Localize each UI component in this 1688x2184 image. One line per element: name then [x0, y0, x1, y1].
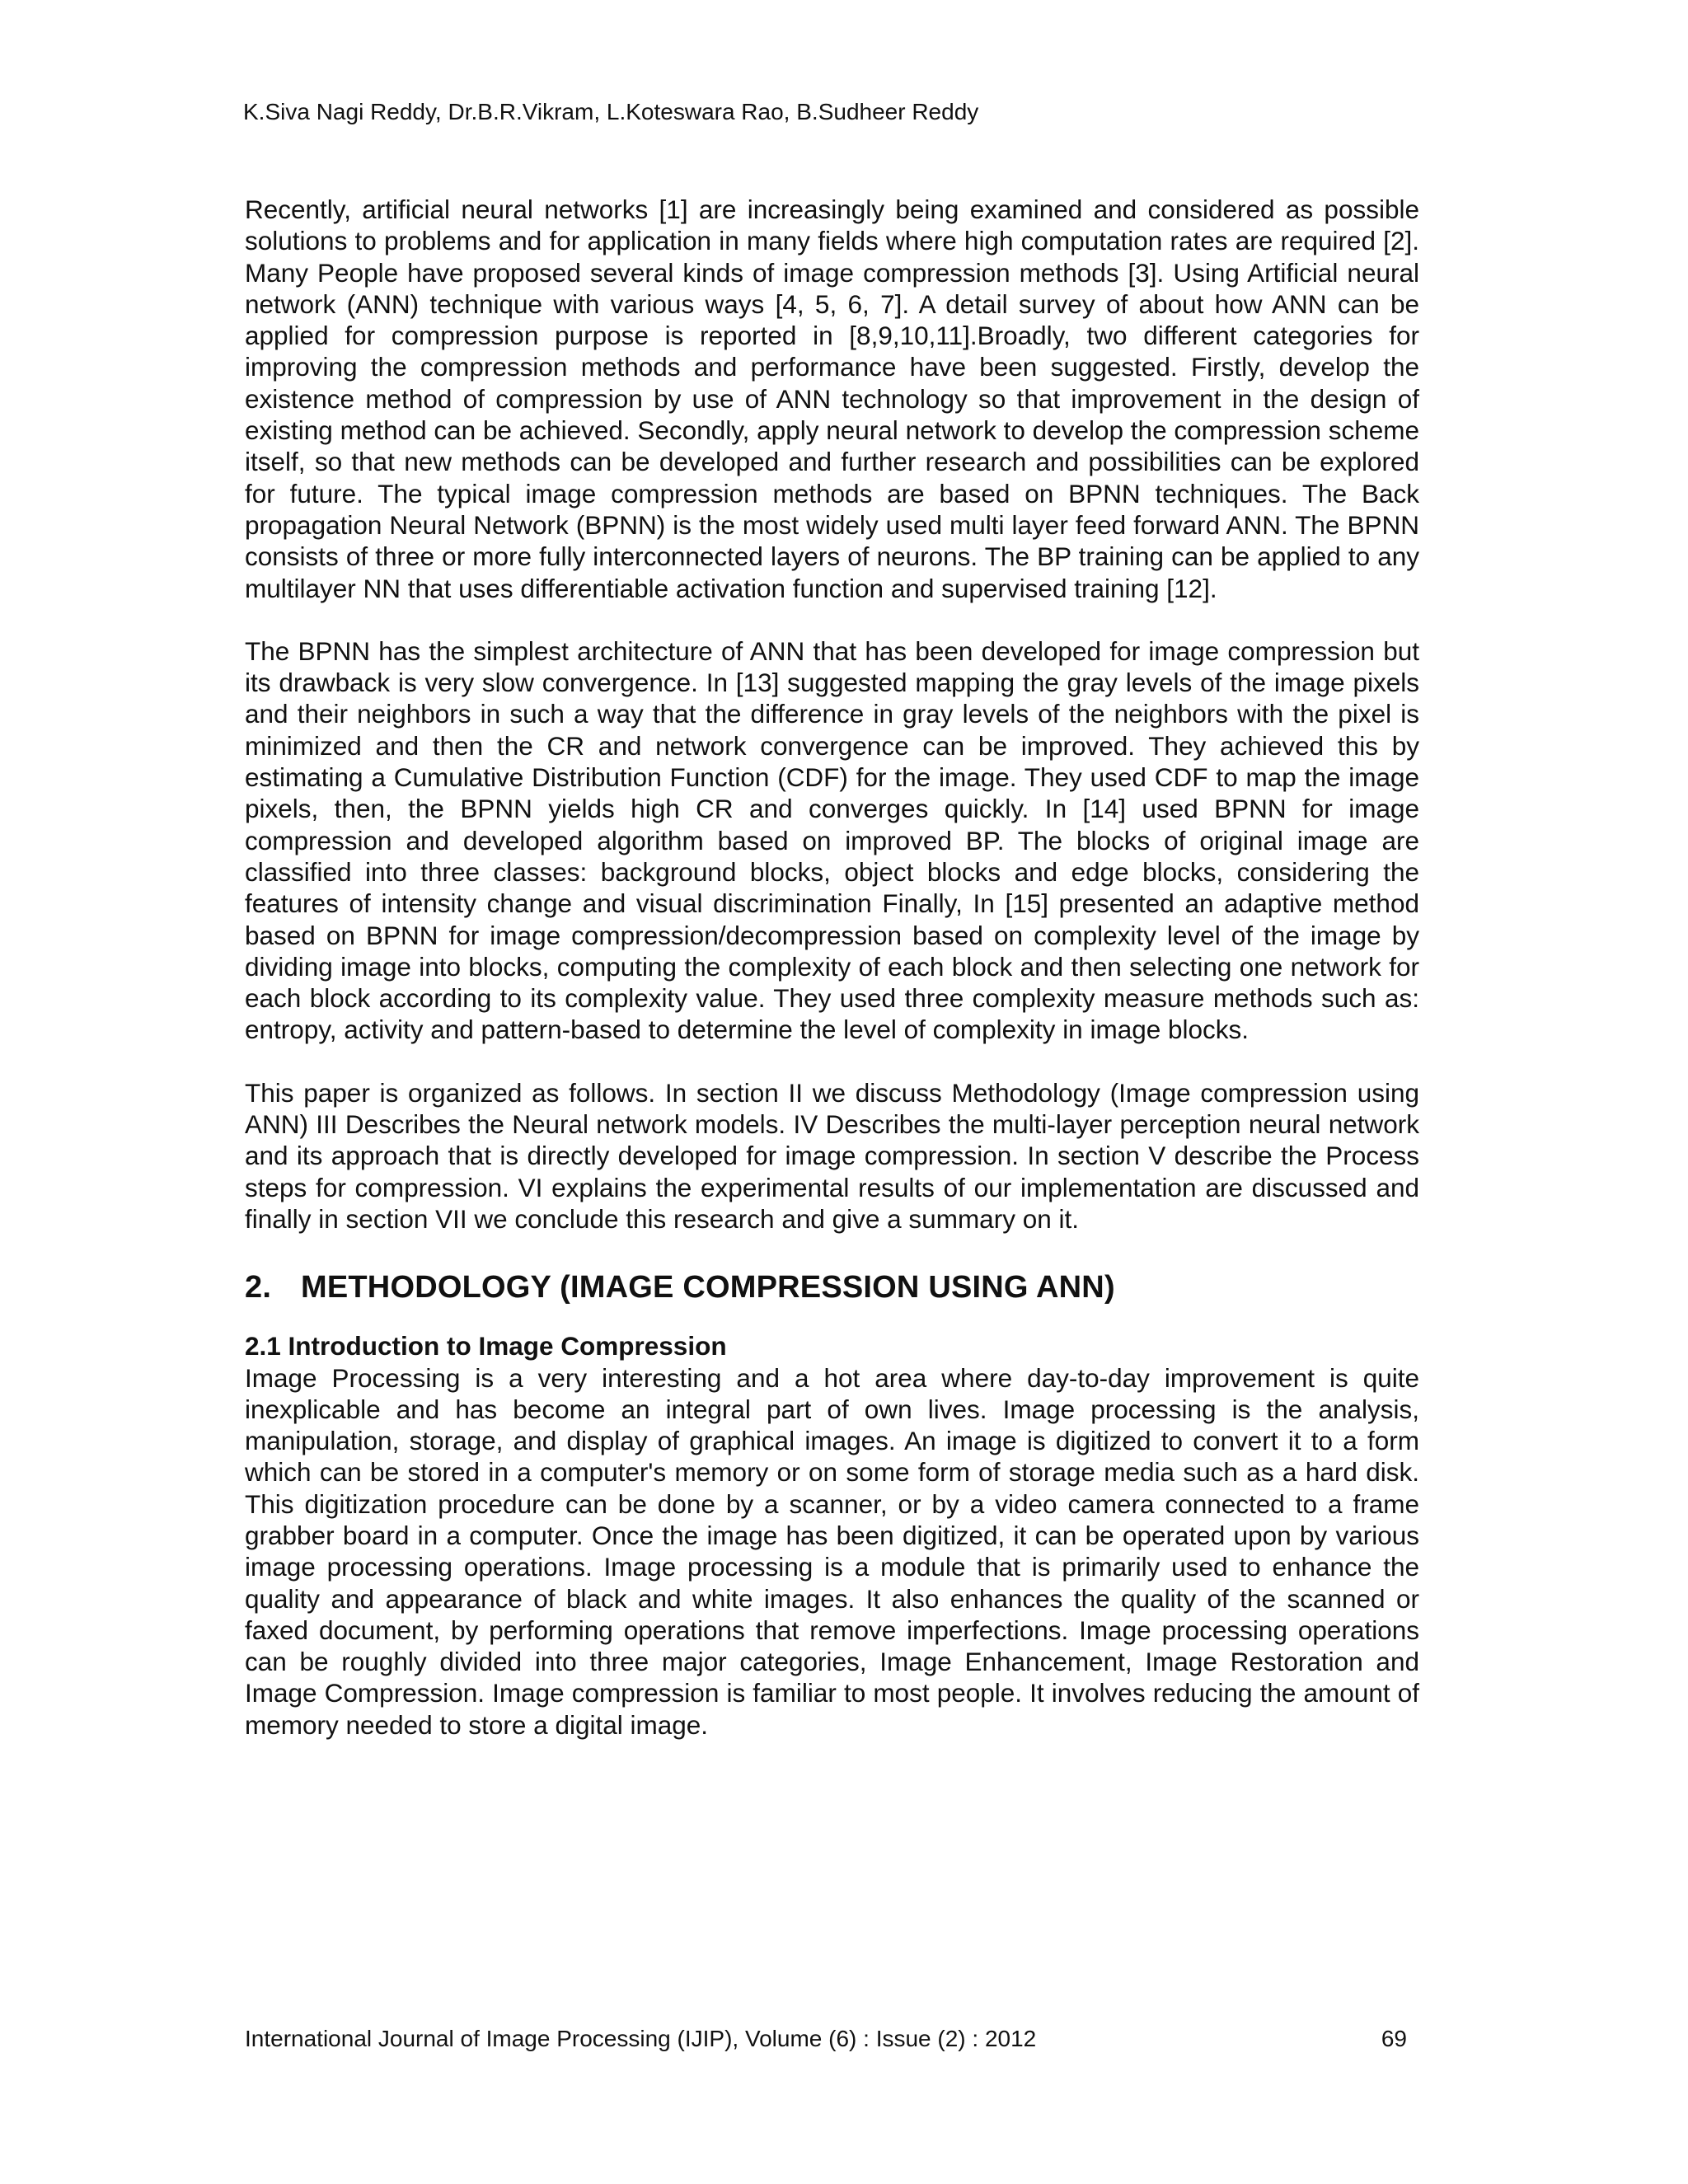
- subsection-paragraph: Image Processing is a very interesting and a hot area where day-to-day improvement is quite inexplicable and has become an integral part of own lives. Image processing is the analysis, manipulation, storage, and display of graphical images. An image is digitized to convert it to a form which can be stored in a computer's memory or on some form of storage media such as a hard disk. This digitization procedure can be done by a scanner, or by a video camera connected to a frame grabber board in a computer. Once the image has been digitized, it can be operated upon by various image processing operations. Image processing is a module that is primarily used to enhance the quality and appearance of black and white images. It also enhances the quality of the scanned or faxed document, by performing operations that remove imperfections. Image processing operations can be roughly divided into three major categories, Image Enhancement, Image Restoration and Image Compression. Image compression is familiar to most people. It involves reducing the amount of memory needed to store a digital image.: [245, 1362, 1419, 1740]
- subsection-heading: 2.1 Introduction to Image Compression: [245, 1331, 727, 1361]
- section-number: 2.: [245, 1270, 272, 1305]
- section-heading: [245, 1266, 1419, 1309]
- section-title: METHODOLOGY (IMAGE COMPRESSION USING ANN): [301, 1270, 1115, 1305]
- page-body: [245, 194, 1419, 1741]
- intro-paragraph-2: The BPNN has the simplest architecture of ANN that has been developed for image compression but its drawback is very slow convergence. In [13] suggested mapping the gray levels of the image pixels and their neighbors in such a way that the difference in gray levels of the neighbors with the pixel is minimized and then the CR and network convergence can be improved. They achieved this by estimating a Cumulative Distribution Function (CDF) for the image. They used CDF to map the image pixels, then, the BPNN yields high CR and converges quickly. In [14] used BPNN for image compression and developed algorithm based on improved BP. The blocks of original image are classified into three classes: background blocks, object blocks and edge blocks, considering the features of intensity change and visual discrimination Finally, In [15] presented an adaptive method based on BPNN for image compression/decompression based on complexity level of the image by dividing image into blocks, computing the complexity of each block and then selecting one network for each block according to its complexity value. They used three complexity measure methods such as: entropy, activity and pattern-based to determine the level of complexity in image blocks.: [245, 635, 1419, 1045]
- intro-paragraph-1: Recently, artificial neural networks [1] are increasingly being examined and considered as possible solutions to problems and for application in many fields where high computation rates are required [2]. Many People have proposed several kinds of image compression methods [3]. Using Artificial neural network (ANN) technique with various ways [4, 5, 6, 7]. A detail survey of about how ANN can be applied for compression purpose is reported in [8,9,10,11].Broadly, two different categories for improving the compression methods and performance have been suggested. Firstly, develop the existence method of compression by use of ANN technology so that improvement in the design of existing method can be achieved. Secondly, apply neural network to develop the compression scheme itself, so that new methods can be developed and further research and possibilities can be explored for future. The typical image compression methods are based on BPNN techniques. The Back propagation Neural Network (BPNN) is the most widely used multi layer feed forward ANN. The BPNN consists of three or more fully interconnected layers of neurons. The BP training can be applied to any multilayer NN that uses differentiable activation function and supervised training [12].: [245, 194, 1419, 603]
- running-header: K.Siva Nagi Reddy, Dr.B.R.Vikram, L.Koteswara Rao, B.Sudheer Reddy: [243, 99, 979, 124]
- page-number: 69: [1381, 2026, 1407, 2051]
- intro-paragraph-3: This paper is organized as follows. In section II we discuss Methodology (Image compression using ANN) III Describes the Neural network models. IV Describes the multi-layer perception neural network and its approach that is directly developed for image compression. In section V describe the Process steps for compression. VI explains the experimental results of our implementation are discussed and finally in section VII we conclude this research and give a summary on it.: [245, 1077, 1419, 1234]
- journal-citation: International Journal of Image Processing (IJIP), Volume (6) : Issue (2) : 2012: [245, 2026, 1037, 2051]
